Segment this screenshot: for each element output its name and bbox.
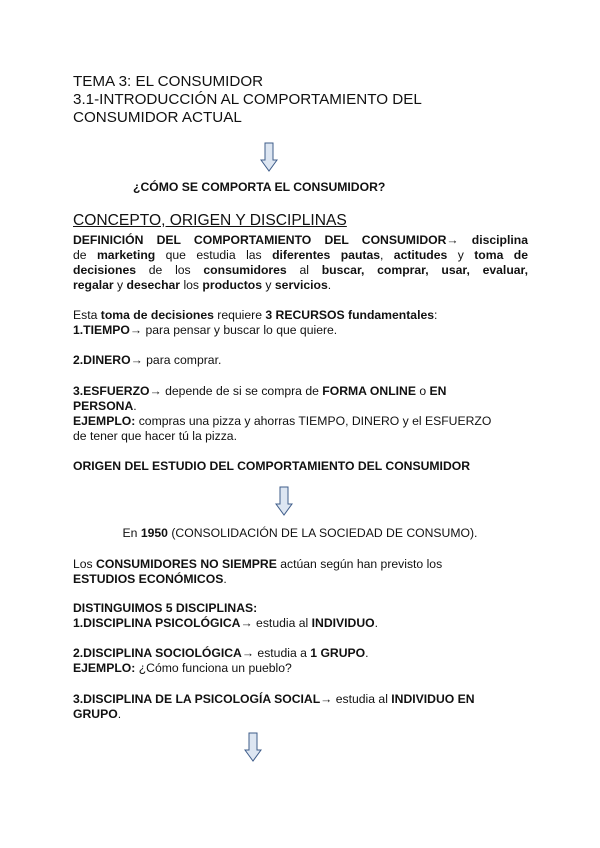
title-line-3: CONSUMIDOR ACTUAL [73, 109, 242, 126]
question-text: ¿CÓMO SE COMPORTA EL CONSUMIDOR? [133, 180, 386, 194]
disciplines-block [73, 601, 528, 631]
down-arrow-icon [244, 732, 262, 762]
document-title [73, 73, 533, 127]
section-heading: CONCEPTO, ORIGEN Y DISCIPLINAS [73, 212, 347, 229]
discipline-3-line-2: GRUPO. [73, 707, 122, 721]
down-arrow-icon [275, 486, 293, 516]
consumers-paragraph [73, 557, 528, 587]
discipline-2-example: EJEMPLO: ¿Cómo funciona un pueblo? [73, 661, 292, 675]
title-line-2: 3.1-INTRODUCCIÓN AL COMPORTAMIENTO DEL [73, 91, 422, 108]
resource-3-line-1: 3.ESFUERZO→ depende de si se compra de FORMA ONLINE o EN [73, 384, 447, 398]
discipline-1: 1.DISCIPLINA PSICOLÓGICA→ estudia al INDIVIDUO. [73, 616, 378, 630]
discipline-3-line-1: 3.DISCIPLINA DE LA PSICOLOGÍA SOCIAL→ estudia al INDIVIDUO EN [73, 692, 475, 706]
resource-example-line-2: de tener que hacer tú la pizza. [73, 429, 237, 443]
definition-line-4: regalar y desechar los productos y servicios. [73, 278, 332, 292]
resources-intro: Esta toma de decisiones requiere 3 RECURSOS fundamentales: [73, 308, 438, 322]
title-line-1: TEMA 3: EL CONSUMIDOR [73, 73, 264, 90]
resource-1: 1.TIEMPO→ para pensar y buscar lo que quiere. [73, 323, 338, 337]
consumers-line-1: Los CONSUMIDORES NO SIEMPRE actúan según han previsto los [73, 557, 443, 571]
resource-3-line-2: PERSONA. [73, 399, 137, 413]
definition-line-2: de marketing que estudia las diferentes pautas, actitudes y toma de [73, 248, 528, 262]
resource-3 [73, 384, 528, 444]
definition-line-3: decisiones de los consumidores al buscar, comprar, usar, evaluar, [73, 263, 528, 277]
disciplines-heading: DISTINGUIMOS 5 DISCIPLINAS: [73, 601, 258, 615]
origin-year-line: En 1950 (CONSOLIDACIÓN DE LA SOCIEDAD DE CONSUMO). [122, 526, 478, 540]
consumers-line-2: ESTUDIOS ECONÓMICOS. [73, 572, 227, 586]
resource-2: 2.DINERO→ para comprar. [73, 353, 222, 367]
discipline-2: 2.DISCIPLINA SOCIOLÓGICA→ estudia a 1 GRUPO. [73, 646, 369, 660]
definition-paragraph [73, 233, 528, 293]
origin-heading: ORIGEN DEL ESTUDIO DEL COMPORTAMIENTO DEL CONSUMIDOR [73, 459, 471, 473]
definition-line-1: DEFINICIÓN DEL COMPORTAMIENTO DEL CONSUMIDOR→ disciplina [73, 233, 528, 247]
discipline-2-block [73, 646, 528, 676]
resource-example-line-1: EJEMPLO: compras una pizza y ahorras TIEMPO, DINERO y el ESFUERZO [73, 414, 492, 428]
discipline-3-block [73, 692, 528, 722]
down-arrow-icon [260, 142, 278, 172]
